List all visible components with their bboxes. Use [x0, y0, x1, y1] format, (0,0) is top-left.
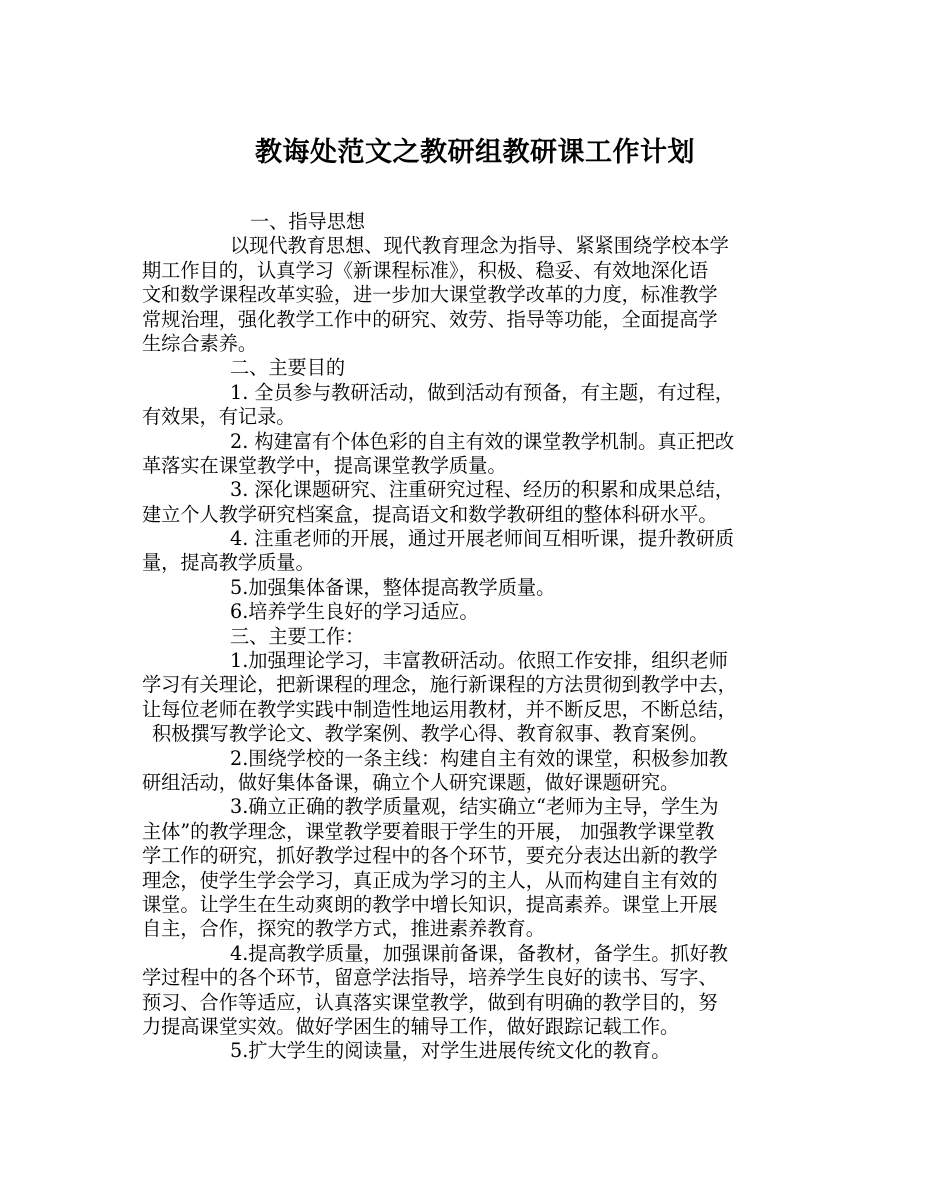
list-item-line: 革落实在课堂教学中，提高课堂教学质量。 [142, 453, 507, 477]
list-item-line: 2. 构建富有个体色彩的自主有效的课堂教学机制。真正把改 [230, 429, 735, 453]
list-item-line: 学过程中的各个环节，留意学法指导，培养学生良好的读书、写字、 [142, 966, 718, 990]
list-item-line: 3.确立正确的教学质量观，结实确立“老师为主导，学生为 [230, 795, 719, 819]
list-item-line: 4. 注重老师的开展，通过开展老师间互相听课，提升教研质 [230, 527, 735, 551]
section-heading-guiding-thought: 一、指导思想 [250, 210, 366, 233]
list-item-line: 3. 深化课题研究、注重研究过程、经历的积累和成果总结， [230, 478, 735, 502]
list-item-line: 1. 全员参与教研活动，做到活动有预备，有主题，有过程， [230, 380, 735, 404]
paragraph-line: 生综合素养。 [142, 331, 258, 355]
paragraph-line: 常规治理，强化教学工作中的研究、效劳、指导等功能，全面提高学 [142, 307, 718, 331]
list-item-line: 4.提高教学质量，加强课前备课，备教材，备学生。抓好教 [230, 941, 728, 965]
list-item-line: 让每位老师在教学实践中制造性地运用教材，并不断反思，不断总结， [142, 697, 737, 721]
list-item-line: 学习有关理论，把新课程的理念，施行新课程的方法贯彻到教学中去， [142, 673, 737, 697]
list-item-line: 积极撰写教学论文、教学案例、教学心得、教育叙事、教育案例。 [152, 722, 709, 746]
list-item-line: 6.培养学生良好的学习适应。 [230, 600, 479, 624]
section-heading-main-work: 三、主要工作： [230, 624, 365, 648]
paragraph-line: 文和数学课程改革实验，进一步加大课堂教学改革的力度，标准教学 [142, 283, 718, 307]
paragraph-line: 期工作目的，认真学习《新课程标准》，积极、稳妥、有效地深化语 [142, 258, 709, 282]
list-item-line: 预习、合作等适应，认真落实课堂教学，做到有明确的教学目的，努 [142, 990, 718, 1014]
list-item-line: 自主，合作，探究的教学方式，推进素养教育。 [142, 917, 545, 941]
list-item-line: 5.扩大学生的阅读量，对学生进展传统文化的教育。 [230, 1039, 671, 1063]
section-heading-main-goals: 二、主要目的 [230, 356, 346, 380]
list-item-line: 课堂。让学生在生动爽朗的教学中增长知识，提高素养。课堂上开展 [142, 892, 718, 916]
list-item-line: 2.围绕学校的一条主线：构建自主有效的课堂，积极参加教 [230, 746, 728, 770]
list-item-line: 1.加强理论学习，丰富教研活动。依照工作安排，组织老师 [230, 649, 728, 673]
list-item-line: 研组活动，做好集体备课，确立个人研究课题，做好课题研究。 [142, 770, 680, 794]
list-item-line: 建立个人教学研究档案盒，提高语文和数学教研组的整体科研水平。 [142, 502, 718, 526]
list-item-line: 主体”的教学理念，课堂教学要着眼于学生的开展， 加强教学课堂教 [142, 819, 715, 843]
list-item-line: 力提高课堂实效。做好学困生的辅导工作，做好跟踪记载工作。 [142, 1014, 680, 1038]
document-body [142, 210, 834, 1064]
list-item-line: 理念，使学生学会学习，真正成为学习的主人，从而构建自主有效的 [142, 868, 718, 892]
list-item-line: 有效果，有记录。 [142, 405, 296, 429]
list-item-line: 量，提高教学质量。 [142, 551, 315, 575]
list-item-line: 5.加强集体备课，整体提高教学质量。 [230, 575, 556, 599]
document-title: 教诲处范文之教研组教研课工作计划 [255, 137, 695, 168]
paragraph-line: 以现代教育思想、现代教育理念为指导、紧紧围绕学校本学 [230, 234, 729, 258]
list-item-line: 学工作的研究，抓好教学过程中的各个环节，要充分表达出新的教学 [142, 844, 718, 868]
